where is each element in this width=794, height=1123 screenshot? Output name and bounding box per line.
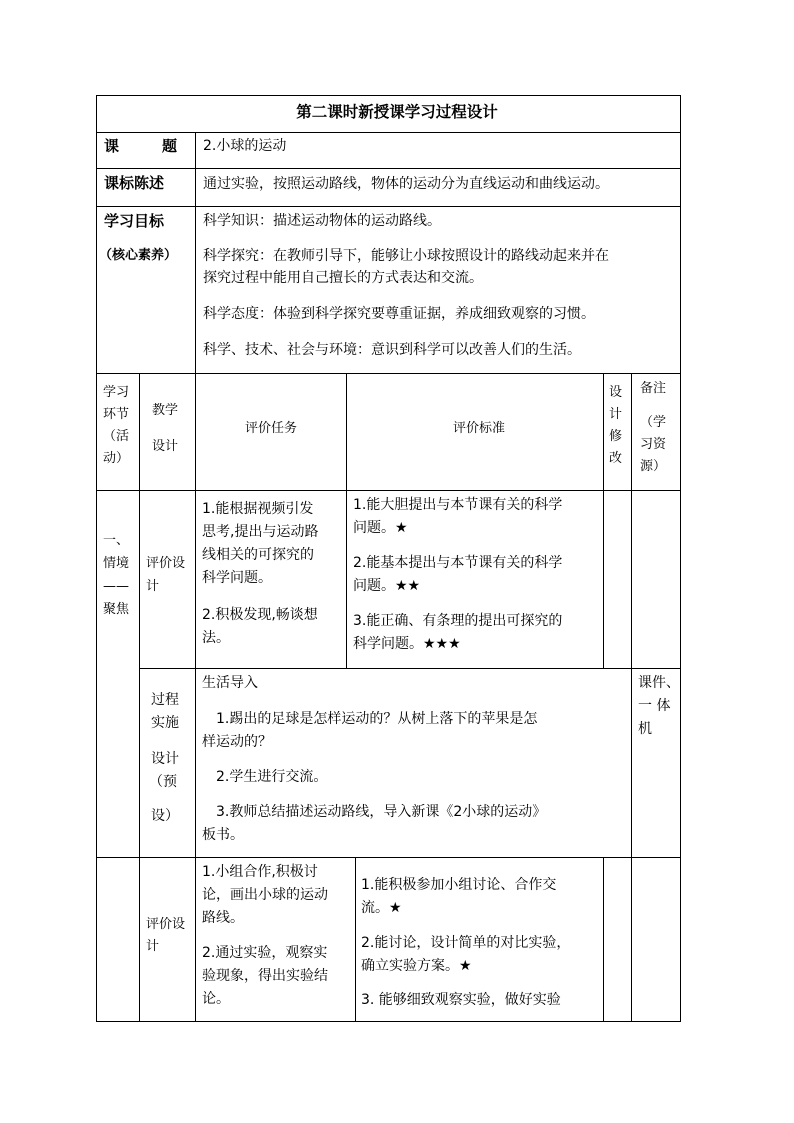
topic-label-b: 题 bbox=[162, 137, 178, 155]
goal-item: 探究过程中能用自己擅长的方式表达和交流。 bbox=[203, 270, 483, 286]
standard-label: 课标陈述 bbox=[104, 174, 165, 192]
standard-value: 通过实验，按照运动路线，物体的运动分为直线运动和曲线运动。 bbox=[203, 176, 609, 192]
header-criteria: 评价标准 bbox=[453, 421, 506, 436]
topic-label-a: 课 bbox=[104, 137, 120, 155]
goal-item: 科学探究：在教师引导下，能够让小球按照设计的路线动起来并在 bbox=[203, 248, 609, 264]
goal-item: 科学、技术、社会与环境：意识到科学可以改善人们的生活。 bbox=[203, 342, 581, 358]
page-title: 第二课时新授课学习过程设计 bbox=[296, 103, 498, 121]
goal-sub-label: （核心素养） bbox=[99, 248, 178, 263]
header-task: 评价任务 bbox=[245, 421, 298, 436]
topic-value: 2.小球的运动 bbox=[203, 138, 287, 154]
goal-item: 科学知识：描述运动物体的运动路线。 bbox=[203, 213, 441, 229]
goal-label: 学习目标 bbox=[104, 212, 165, 230]
goal-item: 科学态度：体验到科学探究要尊重证据，养成细致观察的习惯。 bbox=[203, 306, 595, 322]
